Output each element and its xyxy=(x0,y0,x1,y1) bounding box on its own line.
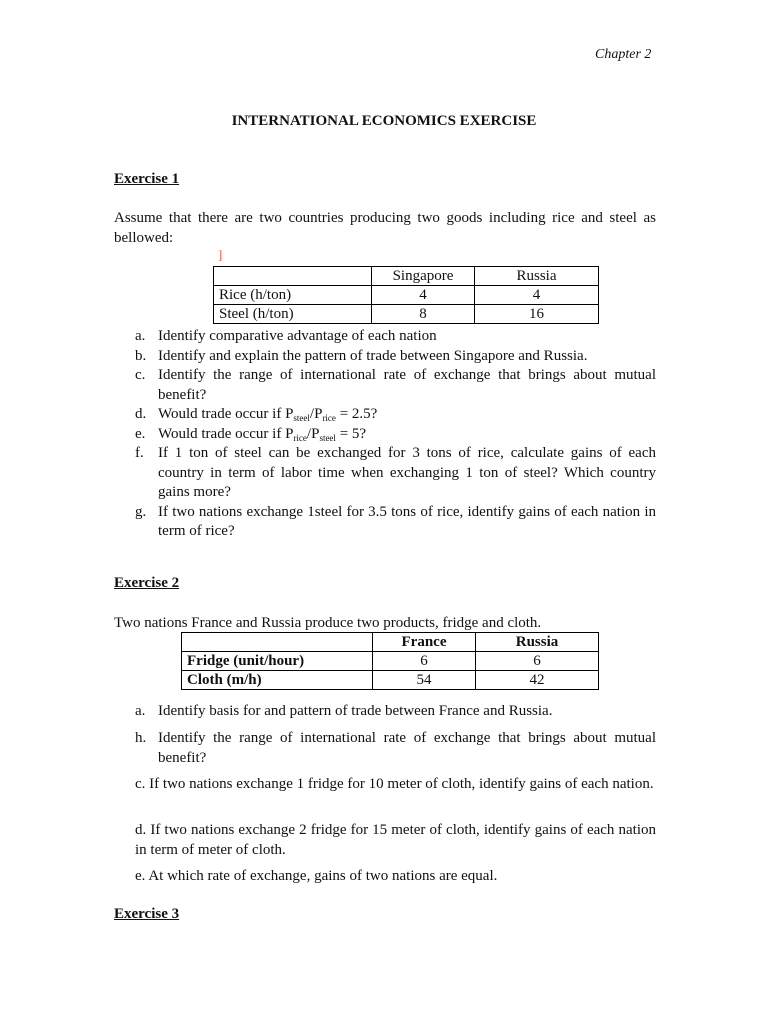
exercise-2-heading: Exercise 2 xyxy=(114,575,180,591)
exercise-1-intro: Assume that there are two countries producing two goods including rice and steel as bellowed: xyxy=(114,210,656,246)
table-row xyxy=(214,286,599,305)
table-cell xyxy=(182,633,373,652)
table-header-row xyxy=(182,633,599,652)
table-cell: 4 xyxy=(372,286,475,305)
table-header-russia: Russia xyxy=(476,633,599,652)
table-row xyxy=(182,671,599,690)
chapter-label: Chapter 2 xyxy=(595,47,652,62)
list-item: f. If 1 ton of steel can be exchanged for 3 tons of rice, calculate gains of each country in term of labor time when exchanging 1 ton of steel? Which country gains more? xyxy=(135,445,656,500)
table-cell: 42 xyxy=(476,671,599,690)
table-row xyxy=(182,652,599,671)
table-cell: 6 xyxy=(373,652,476,671)
exercise-1-heading: Exercise 1 xyxy=(114,171,180,187)
list-item: c. Identify the range of international rate of exchange that brings about mutual benefit? xyxy=(135,367,656,403)
table-row xyxy=(214,305,599,324)
table-cell: 8 xyxy=(372,305,475,324)
exercise-2-question-c: c. If two nations exchange 1 fridge for 10 meter of cloth, identify gains of each nation. xyxy=(135,776,654,792)
exercise-2-question-d: d. If two nations exchange 2 fridge for 15 meter of cloth, identify gains of each nation in term of meter of cloth. xyxy=(135,822,656,858)
list-item: a. Identify comparative advantage of each nation xyxy=(135,328,437,344)
exercise-2-question-a: a. Identify basis for and pattern of trade between France and Russia. xyxy=(135,703,553,719)
table-header-russia: Russia xyxy=(475,267,599,286)
list-item: e. Would trade occur if $P_{rice}/P_{steel} = 5$? xyxy=(135,425,367,443)
exercise-2-question-e: e. At which rate of exchange, gains of two nations are equal. xyxy=(135,868,498,884)
table-cell: Cloth (m/h) xyxy=(182,671,373,690)
table-cell: Rice (h/ton) xyxy=(214,286,372,305)
table-cell: 4 xyxy=(475,286,599,305)
list-item: b. Identify and explain the pattern of trade between Singapore and Russia. xyxy=(135,347,588,364)
list-item: g. If two nations exchange 1steel for 3.5 tons of rice, identify gains of each nation in term of rice? xyxy=(135,503,656,539)
exercise-1-questions xyxy=(135,327,656,542)
exercise-2-question-h: h. Identify the range of international rate of exchange that brings about mutual benefit? xyxy=(135,730,656,766)
exercise-3-heading: Exercise 3 xyxy=(114,906,180,922)
table-cell xyxy=(214,267,372,286)
table-cell: 54 xyxy=(373,671,476,690)
table-cell: Fridge (unit/hour) xyxy=(182,652,373,671)
exercise-2-intro: Two nations France and Russia produce two products, fridge and cloth. xyxy=(114,615,542,631)
table-cell: 6 xyxy=(476,652,599,671)
list-item: d. Would trade occur if $P_{steel}/P_{rice} = 2.5$? xyxy=(135,406,378,423)
table-cell: Steel (h/ton) xyxy=(214,305,372,324)
table-header-row xyxy=(214,267,599,286)
exercise-2-table xyxy=(181,632,599,690)
table-header-france: France xyxy=(373,633,476,652)
table-header-singapore: Singapore xyxy=(372,267,475,286)
edit-marker: ] xyxy=(218,247,223,262)
exercise-1-table xyxy=(213,266,599,324)
document-title: INTERNATIONAL ECONOMICS EXERCISE xyxy=(231,113,537,129)
table-cell: 16 xyxy=(475,305,599,324)
